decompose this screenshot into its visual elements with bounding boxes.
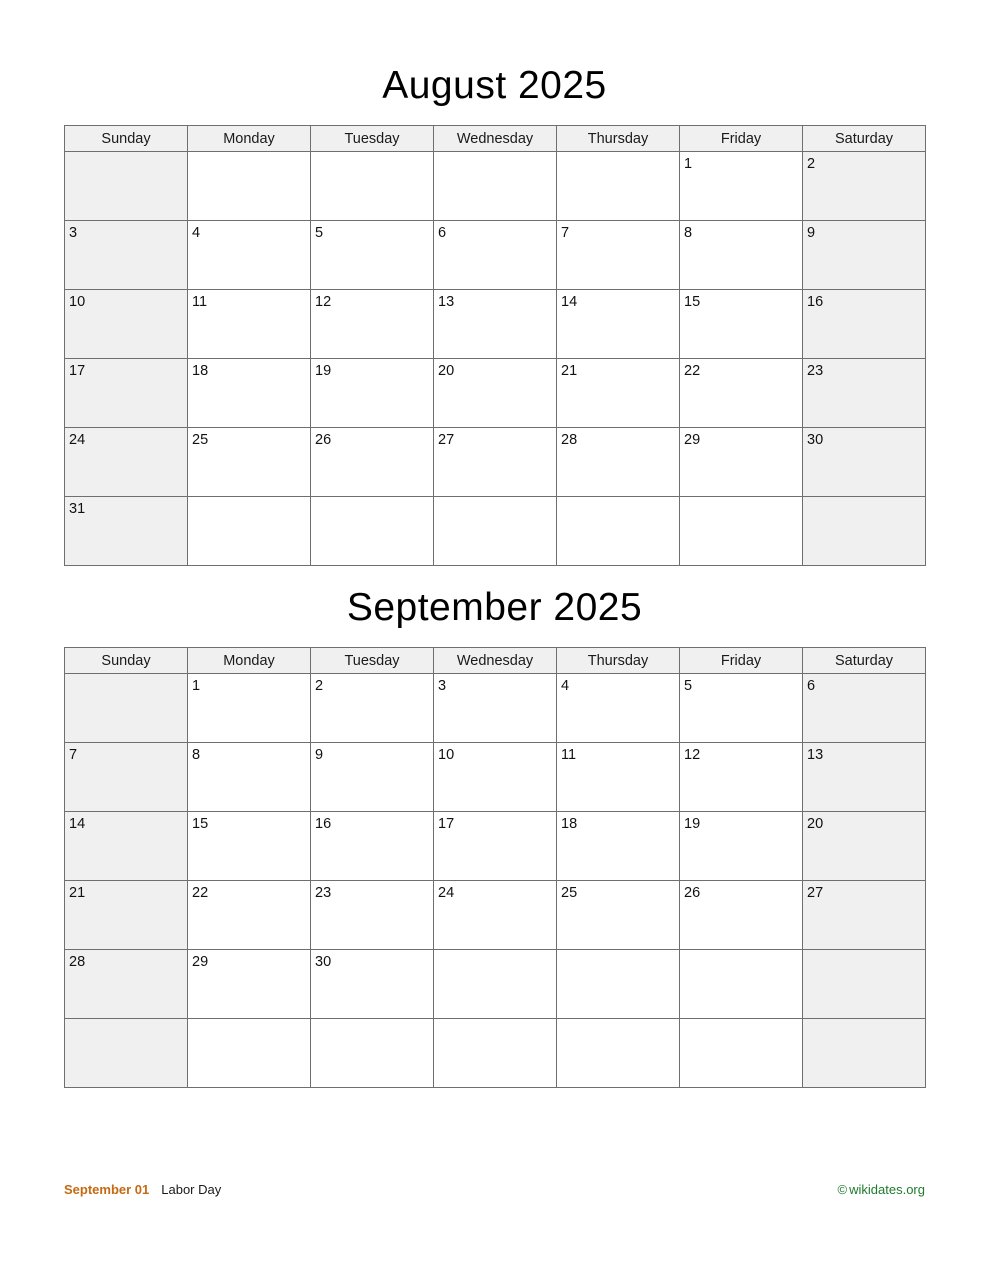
- day-cell[interactable]: [65, 221, 188, 290]
- day-cell[interactable]: [557, 881, 680, 950]
- day-number: 27: [807, 885, 824, 901]
- day-cell[interactable]: [65, 359, 188, 428]
- day-number: 21: [561, 363, 578, 379]
- calendar-table-september: [64, 647, 926, 1088]
- day-number: [680, 1019, 802, 1024]
- week-row: [65, 428, 926, 497]
- day-cell[interactable]: [188, 881, 311, 950]
- day-number: [557, 950, 679, 955]
- day-cell[interactable]: [803, 812, 926, 881]
- weekday-header-wednesday: Wednesday: [434, 126, 557, 152]
- day-cell[interactable]: [65, 1019, 188, 1088]
- day-number: 3: [69, 225, 78, 241]
- week-row: [65, 881, 926, 950]
- day-number: [434, 152, 556, 157]
- day-number: 13: [438, 294, 455, 310]
- day-number: 30: [315, 954, 332, 970]
- day-cell[interactable]: [803, 950, 926, 1019]
- day-cell[interactable]: [188, 743, 311, 812]
- day-number: 3: [438, 678, 447, 694]
- day-number: 19: [684, 816, 701, 832]
- day-number: [311, 1019, 433, 1024]
- day-number: 10: [69, 294, 86, 310]
- day-number: 9: [807, 225, 816, 241]
- week-row: [65, 1019, 926, 1088]
- day-cell[interactable]: [65, 290, 188, 359]
- month-title-september: September 2025: [346, 586, 643, 629]
- day-number: [434, 1019, 556, 1024]
- day-cell[interactable]: [188, 290, 311, 359]
- day-number: [803, 950, 925, 955]
- day-cell[interactable]: [188, 359, 311, 428]
- day-number: 26: [684, 885, 701, 901]
- week-row: [65, 152, 926, 221]
- day-number: 15: [684, 294, 701, 310]
- week-row: [65, 497, 926, 566]
- day-number: 11: [192, 294, 208, 310]
- day-number: 20: [807, 816, 824, 832]
- day-cell[interactable]: [65, 950, 188, 1019]
- weekday-header-monday: Monday: [188, 126, 311, 152]
- day-number: 21: [69, 885, 86, 901]
- day-number: [65, 674, 187, 679]
- day-number: [188, 1019, 310, 1024]
- day-number: 17: [438, 816, 455, 832]
- day-cell[interactable]: [557, 152, 680, 221]
- day-number: 16: [315, 816, 332, 832]
- day-cell[interactable]: [434, 428, 557, 497]
- day-cell[interactable]: [65, 881, 188, 950]
- day-number: 22: [684, 363, 701, 379]
- weekday-header-sunday: Sunday: [65, 126, 188, 152]
- day-cell[interactable]: [434, 359, 557, 428]
- day-cell[interactable]: [557, 743, 680, 812]
- month-title-august: August 2025: [382, 64, 607, 107]
- day-number: 25: [192, 432, 209, 448]
- day-cell[interactable]: [188, 1019, 311, 1088]
- day-number: 9: [315, 747, 324, 763]
- weekday-header-saturday: Saturday: [803, 126, 926, 152]
- day-cell[interactable]: [557, 359, 680, 428]
- day-number: 14: [69, 816, 86, 832]
- day-cell[interactable]: [65, 428, 188, 497]
- day-number: [434, 950, 556, 955]
- day-number: 20: [438, 363, 455, 379]
- day-number: [65, 152, 187, 157]
- day-cell[interactable]: [434, 221, 557, 290]
- week-row: [65, 290, 926, 359]
- credit-label: wikidates.org: [849, 1181, 925, 1197]
- day-cell[interactable]: [311, 221, 434, 290]
- day-number: [557, 1019, 679, 1024]
- day-number: 11: [561, 747, 577, 763]
- day-cell[interactable]: [680, 881, 803, 950]
- day-cell[interactable]: [680, 359, 803, 428]
- day-number: 12: [315, 294, 332, 310]
- weekday-header-friday: Friday: [680, 648, 803, 674]
- weekday-header-row: [65, 126, 926, 152]
- day-cell[interactable]: [434, 881, 557, 950]
- day-cell[interactable]: [311, 881, 434, 950]
- day-cell[interactable]: [311, 1019, 434, 1088]
- week-row: [65, 950, 926, 1019]
- month-block-september: [64, 566, 925, 1088]
- day-cell[interactable]: [311, 497, 434, 566]
- day-cell[interactable]: [557, 290, 680, 359]
- day-number: 18: [561, 816, 578, 832]
- day-number: [803, 497, 925, 502]
- week-row: [65, 812, 926, 881]
- day-number: 2: [807, 156, 816, 172]
- day-number: 8: [684, 225, 693, 241]
- weekday-header-row: [65, 648, 926, 674]
- day-cell[interactable]: [434, 290, 557, 359]
- day-number: 28: [69, 954, 86, 970]
- weekday-header-friday: Friday: [680, 126, 803, 152]
- day-cell[interactable]: [557, 812, 680, 881]
- day-cell[interactable]: [311, 743, 434, 812]
- day-number: 29: [192, 954, 209, 970]
- day-cell[interactable]: [311, 950, 434, 1019]
- day-cell[interactable]: [680, 290, 803, 359]
- day-cell[interactable]: [434, 497, 557, 566]
- holiday-name: Labor Day: [161, 1181, 222, 1197]
- day-cell[interactable]: [803, 743, 926, 812]
- week-row: [65, 359, 926, 428]
- day-number: 25: [561, 885, 578, 901]
- week-row: [65, 221, 926, 290]
- day-number: 27: [438, 432, 455, 448]
- day-cell[interactable]: [311, 290, 434, 359]
- weekday-header-monday: Monday: [188, 648, 311, 674]
- day-cell[interactable]: [803, 152, 926, 221]
- day-number: [311, 497, 433, 502]
- day-cell[interactable]: [434, 950, 557, 1019]
- day-cell[interactable]: [680, 428, 803, 497]
- day-number: 7: [561, 225, 570, 241]
- day-cell[interactable]: [803, 428, 926, 497]
- day-cell[interactable]: [188, 428, 311, 497]
- day-number: 24: [69, 432, 86, 448]
- week-row: [65, 674, 926, 743]
- day-cell[interactable]: [680, 1019, 803, 1088]
- day-cell[interactable]: [680, 152, 803, 221]
- day-number: 5: [684, 678, 693, 694]
- day-number: 23: [315, 885, 332, 901]
- day-cell[interactable]: [557, 1019, 680, 1088]
- day-number: [803, 1019, 925, 1024]
- day-cell[interactable]: [311, 152, 434, 221]
- day-number: 19: [315, 363, 332, 379]
- day-cell[interactable]: [65, 743, 188, 812]
- day-number: 23: [807, 363, 824, 379]
- day-number: 4: [561, 678, 570, 694]
- day-cell[interactable]: [803, 881, 926, 950]
- day-cell[interactable]: [65, 152, 188, 221]
- day-number: [65, 1019, 187, 1024]
- holiday-date: September 01: [64, 1181, 150, 1197]
- day-number: 18: [192, 363, 209, 379]
- month-block-august: [64, 0, 925, 566]
- day-number: 16: [807, 294, 824, 310]
- day-number: 4: [192, 225, 201, 241]
- day-cell[interactable]: [65, 497, 188, 566]
- day-number: 6: [438, 225, 447, 241]
- day-number: 10: [438, 747, 455, 763]
- week-row: [65, 743, 926, 812]
- day-number: [188, 152, 310, 157]
- day-cell[interactable]: [434, 1019, 557, 1088]
- day-cell[interactable]: [803, 221, 926, 290]
- calendar-table-august: [64, 125, 926, 566]
- day-cell[interactable]: [680, 674, 803, 743]
- day-number: [557, 497, 679, 502]
- day-number: 15: [192, 816, 209, 832]
- footer: [64, 1180, 925, 1198]
- day-number: [434, 497, 556, 502]
- day-cell[interactable]: [188, 812, 311, 881]
- day-number: 2: [315, 678, 324, 694]
- day-cell[interactable]: [311, 674, 434, 743]
- day-number: 17: [69, 363, 86, 379]
- day-cell[interactable]: [680, 950, 803, 1019]
- day-number: 31: [69, 501, 86, 517]
- day-cell[interactable]: [434, 674, 557, 743]
- weekday-header-thursday: Thursday: [557, 126, 680, 152]
- day-number: 14: [561, 294, 578, 310]
- weekday-header-tuesday: Tuesday: [311, 648, 434, 674]
- day-cell[interactable]: [65, 674, 188, 743]
- weekday-header-wednesday: Wednesday: [434, 648, 557, 674]
- day-cell[interactable]: [557, 221, 680, 290]
- day-number: 1: [192, 678, 201, 694]
- day-cell[interactable]: [188, 497, 311, 566]
- day-cell[interactable]: [434, 743, 557, 812]
- day-cell[interactable]: [803, 359, 926, 428]
- weekday-header-tuesday: Tuesday: [311, 126, 434, 152]
- day-cell[interactable]: [557, 674, 680, 743]
- day-number: [557, 152, 679, 157]
- day-number: 24: [438, 885, 455, 901]
- day-cell[interactable]: [311, 428, 434, 497]
- day-cell[interactable]: [434, 812, 557, 881]
- day-cell[interactable]: [188, 152, 311, 221]
- day-number: [188, 497, 310, 502]
- day-number: 8: [192, 747, 201, 763]
- day-number: 13: [807, 747, 824, 763]
- day-number: 1: [684, 156, 693, 172]
- day-cell[interactable]: [557, 428, 680, 497]
- day-number: 5: [315, 225, 324, 241]
- day-cell[interactable]: [803, 1019, 926, 1088]
- day-cell[interactable]: [311, 812, 434, 881]
- day-cell[interactable]: [557, 950, 680, 1019]
- day-number: 7: [69, 747, 78, 763]
- day-cell[interactable]: [680, 743, 803, 812]
- day-cell[interactable]: [188, 674, 311, 743]
- day-cell[interactable]: [557, 497, 680, 566]
- day-number: [311, 152, 433, 157]
- weekday-header-thursday: Thursday: [557, 648, 680, 674]
- day-cell[interactable]: [803, 497, 926, 566]
- day-number: 29: [684, 432, 701, 448]
- day-cell[interactable]: [803, 674, 926, 743]
- day-number: 28: [561, 432, 578, 448]
- day-number: 6: [807, 678, 816, 694]
- day-number: 12: [684, 747, 701, 763]
- day-cell[interactable]: [680, 812, 803, 881]
- weekday-header-sunday: Sunday: [65, 648, 188, 674]
- copyright-icon: ©: [837, 1181, 848, 1197]
- day-cell[interactable]: [65, 812, 188, 881]
- day-cell[interactable]: [680, 221, 803, 290]
- day-cell[interactable]: [434, 152, 557, 221]
- weekday-header-saturday: Saturday: [803, 648, 926, 674]
- day-cell[interactable]: [803, 290, 926, 359]
- site-credit[interactable]: [838, 1182, 925, 1197]
- day-number: 26: [315, 432, 332, 448]
- day-cell[interactable]: [311, 359, 434, 428]
- day-cell[interactable]: [680, 497, 803, 566]
- day-number: [680, 497, 802, 502]
- day-number: [680, 950, 802, 955]
- day-cell[interactable]: [188, 950, 311, 1019]
- day-number: 30: [807, 432, 824, 448]
- holiday-note: [64, 1182, 221, 1197]
- day-number: 22: [192, 885, 209, 901]
- day-cell[interactable]: [188, 221, 311, 290]
